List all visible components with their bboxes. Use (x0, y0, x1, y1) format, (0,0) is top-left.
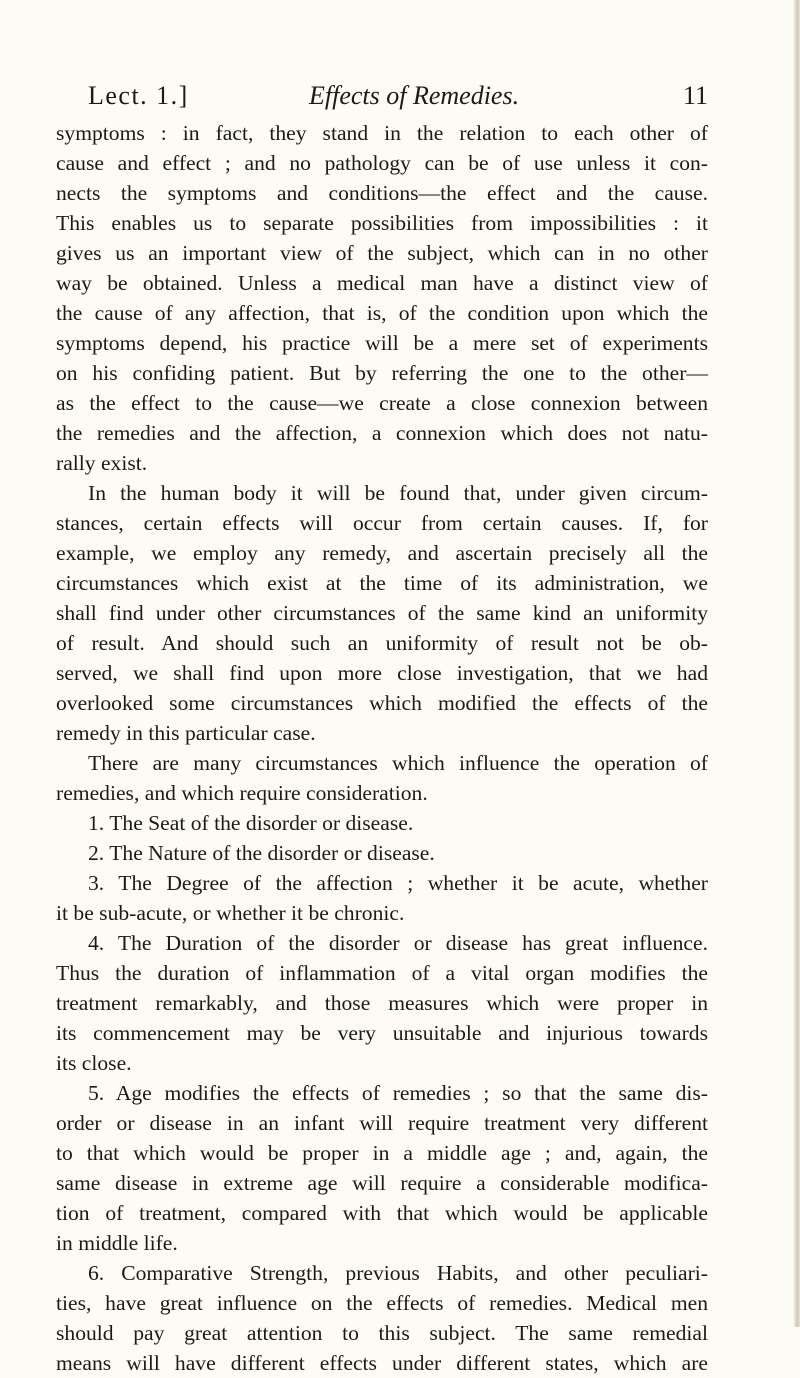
text-line: same disease in extreme age will require a considerable modifica- (56, 1171, 708, 1195)
text-line: 1. The Seat of the disorder or disease. (88, 811, 414, 835)
page-edge-shadow (793, 0, 800, 1327)
page-number: 11 (682, 81, 708, 110)
text-line: treatment remarkably, and those measures which were proper in (56, 991, 708, 1015)
text-line: shall find under other circumstances of the same kind an uniformity (56, 601, 708, 625)
text-line: 3. The Degree of the affection ; whether it be acute, whether (88, 871, 708, 895)
text-line: served, we shall find upon more close investigation, that we had (56, 661, 708, 685)
text-line: the remedies and the affection, a connexion which does not natu- (56, 421, 708, 445)
header-title: Effects of Remedies. (309, 81, 520, 110)
text-line: gives us an important view of the subject, which can in no other (56, 241, 708, 265)
text-line: the cause of any affection, that is, of the condition upon which the (56, 301, 708, 325)
text-line: There are many circumstances which influence the operation of (88, 751, 708, 775)
text-line: of result. And should such an uniformity of result not be ob- (56, 631, 708, 655)
text-line: as the effect to the cause—we create a close connexion between (56, 391, 708, 415)
text-line: remedy in this particular case. (56, 721, 316, 745)
text-line: symptoms depend, his practice will be a mere set of experiments (56, 331, 708, 355)
text-line: tion of treatment, compared with that which would be applicable (56, 1201, 708, 1225)
running-header (88, 78, 708, 114)
text-line: to that which would be proper in a middle age ; and, again, the (56, 1141, 708, 1165)
text-line: circumstances which exist at the time of its administration, we (56, 571, 708, 595)
text-line: on his confiding patient. But by referring the one to the other— (56, 361, 708, 385)
text-line: In the human body it will be found that, under given circum- (88, 481, 708, 505)
text-line: stances, certain effects will occur from certain causes. If, for (56, 511, 708, 535)
text-line: means will have different effects under different states, which are (56, 1351, 708, 1375)
text-line: 5. Age modifies the effects of remedies ; so that the same dis- (88, 1081, 708, 1105)
text-line: ties, have great influence on the effects of remedies. Medical men (56, 1291, 708, 1315)
body-text (56, 118, 708, 1378)
text-line: way be obtained. Unless a medical man have a distinct view of (56, 271, 708, 295)
text-line: remedies, and which require consideration. (56, 781, 428, 805)
text-line: This enables us to separate possibilities from impossibilities : it (56, 211, 708, 235)
text-line: 6. Comparative Strength, previous Habits, and other peculiari- (88, 1261, 708, 1285)
text-line: rally exist. (56, 451, 148, 475)
text-line: nects the symptoms and conditions—the effect and the cause. (56, 181, 708, 205)
text-line: symptoms : in fact, they stand in the relation to each other of (56, 121, 708, 145)
header-lecture-label: Lect. 1.] (88, 81, 189, 110)
text-line: in middle life. (56, 1231, 178, 1255)
text-line: overlooked some circumstances which modified the effects of the (56, 691, 708, 715)
text-line: 2. The Nature of the disorder or disease. (88, 841, 435, 865)
text-line: 4. The Duration of the disorder or disease has great influence. (88, 931, 708, 955)
text-line: example, we employ any remedy, and ascertain precisely all the (56, 541, 708, 565)
text-line: should pay great attention to this subject. The same remedial (56, 1321, 708, 1345)
text-line: order or disease in an infant will require treatment very different (56, 1111, 708, 1135)
text-line: its close. (56, 1051, 132, 1075)
text-line: its commencement may be very unsuitable and injurious towards (56, 1021, 708, 1045)
text-line: Thus the duration of inflammation of a vital organ modifies the (56, 961, 708, 985)
text-line: cause and effect ; and no pathology can be of use unless it con- (56, 151, 708, 175)
text-line: it be sub-acute, or whether it be chronic. (56, 901, 405, 925)
